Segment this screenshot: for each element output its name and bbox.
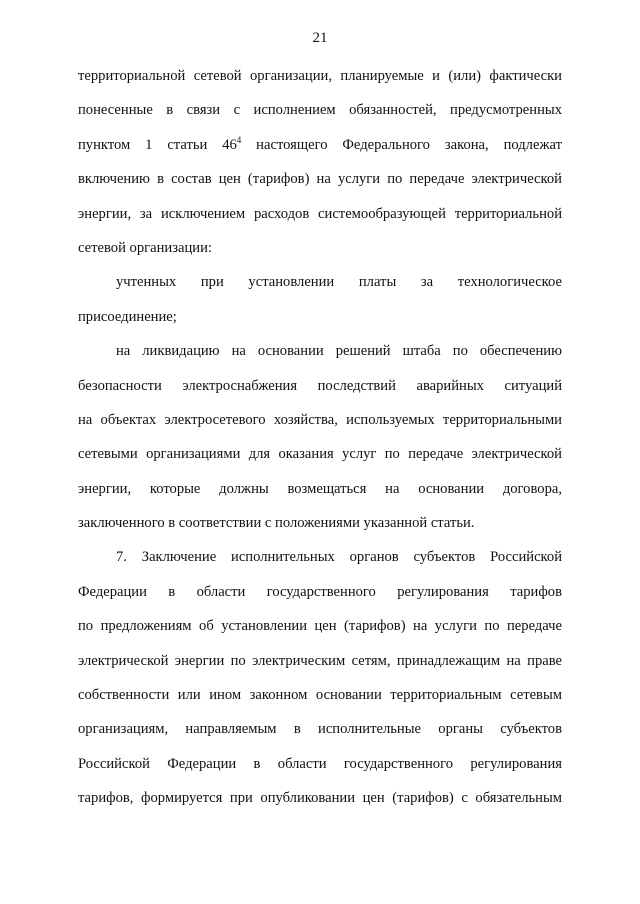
text-line: учтенных при установлении платы за технологическое [116,274,562,291]
text-fragment: пунктом 1 статьи 46 [78,136,237,153]
page-number: 21 [312,30,328,46]
text-line: на объектах электросетевого хозяйства, используемых территориальными [78,411,562,428]
text-line: присоединение; [78,308,177,325]
text-line: Российской Федерации в области государственного регулирования [78,755,562,772]
text-line: Федерации в области государственного регулирования тарифов [78,583,562,600]
document-body [78,66,562,823]
text-line: безопасности электроснабжения последствий аварийных ситуаций [78,377,562,394]
text-line: заключенного в соответствии с положениями указанной статьи. [78,515,475,532]
text-line: 7. Заключение исполнительных органов субъектов Российской [116,549,562,566]
paragraph-2 [78,272,562,341]
text-line: электрической энергии по электрическим сетям, принадлежащим на праве [78,652,562,669]
text-line: энергии, за исключением расходов системообразующей территориальной [78,205,562,222]
paragraph-4 [78,547,562,822]
text-line: на ликвидацию на основании решений штаба по обеспечению [116,343,562,360]
superscript: 4 [236,134,242,145]
text-line: сетевыми организациями для оказания услуг по передаче электрической [78,446,562,463]
text-line: понесенные в связи с исполнением обязанностей, предусмотренных [78,102,562,119]
text-line: энергии, которые должны возмещаться на основании договора, [78,480,562,497]
text-fragment: настоящего Федерального закона, подлежат [241,136,562,153]
text-line: собственности или ином законном основании территориальным сетевым [78,687,562,704]
text-line: включению в состав цен (тарифов) на услуги по передаче электрической [78,171,562,188]
paragraph-1 [78,66,562,272]
text-line: территориальной сетевой организации, планируемые и (или) фактически [78,68,562,84]
text-line: организациям, направляемым в исполнительные органы субъектов [78,721,562,738]
text-line: сетевой организации: [78,239,212,256]
paragraph-3 [78,341,562,547]
text-line: по предложениям об установлении цен (тарифов) на услуги по передаче [78,618,562,635]
text-line: тарифов, формируется при опубликовании цен (тарифов) с обязательным [78,790,562,807]
text-line [78,135,562,169]
